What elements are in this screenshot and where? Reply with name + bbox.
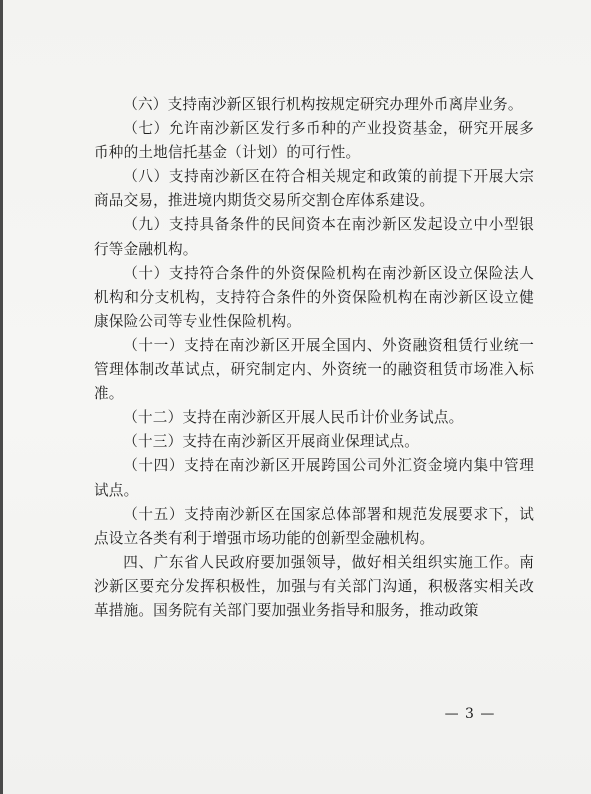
body-text bbox=[94, 93, 534, 623]
paragraph-item-14: （十四）支持在南沙新区开展跨国公司外汇资金境内集中管理试点。 bbox=[94, 457, 534, 499]
paragraph-section-4: 四、广东省人民政府要加强领导，做好相关组织实施工作。南沙新区要充分发挥积极性，加强与有关部门沟通，积极落实相关改革措施。国务院有关部门要加强业务指导和服务，推动政策 bbox=[94, 553, 534, 619]
paragraph-item-9: （九）支持具备条件的民间资本在南沙新区发起设立中小型银行等金融机构。 bbox=[94, 216, 534, 258]
paragraph-item-12: （十二）支持在南沙新区开展人民币计价业务试点。 bbox=[123, 409, 464, 427]
paragraph-item-13: （十三）支持在南沙新区开展商业保理试点。 bbox=[123, 433, 420, 451]
paragraph-item-10: （十）支持符合条件的外资保险机构在南沙新区设立保险法人机构和分支机构，支持符合条件的外资保险机构在南沙新区设立健康保险公司等专业性保险机构。 bbox=[94, 264, 534, 330]
paragraph-item-6: （六）支持南沙新区银行机构按规定研究办理外币离岸业务。 bbox=[123, 96, 523, 113]
paragraph-item-8: （八）支持南沙新区在符合相关规定和政策的前提下开展大宗商品交易，推进境内期货交易所交割仓库体系建设。 bbox=[94, 168, 534, 210]
scan-edge bbox=[0, 0, 3, 794]
page-number: — 3 — bbox=[444, 706, 496, 722]
paragraph-item-15: （十五）支持南沙新区在国家总体部署和规范发展要求下，试点设立各类有利于增强市场功能的创新型金融机构。 bbox=[94, 505, 534, 547]
paragraph-item-7: （七）允许南沙新区发行多币种的产业投资基金，研究开展多币种的土地信托基金（计划）的可行性。 bbox=[94, 120, 534, 162]
paragraph-item-11: （十一）支持在南沙新区开展全国内、外资融资租赁行业统一管理体制改革试点，研究制定内、外资统一的融资租赁市场准入标准。 bbox=[94, 336, 534, 403]
